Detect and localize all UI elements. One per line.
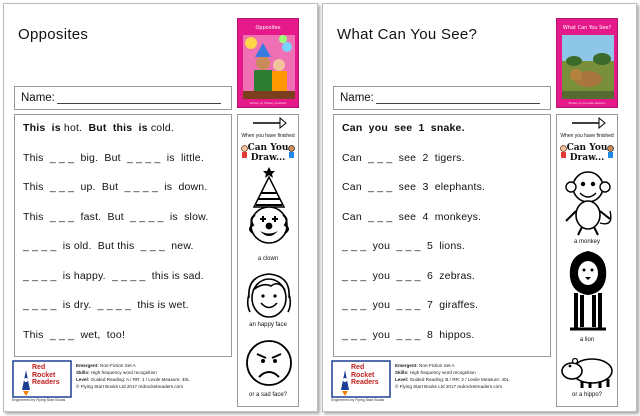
- sentence-box: [333, 114, 551, 357]
- book-info: [395, 362, 509, 390]
- caption-sad-face: or a sad face?: [248, 392, 288, 398]
- worksheet-opposites: [3, 3, 318, 412]
- emergent-value: Non-Fiction Set A: [100, 363, 136, 368]
- name-field[interactable]: [14, 86, 232, 110]
- sentence-5: _ _ _ you _ _ _ 5 lions.: [342, 240, 465, 252]
- sentence-1: Can you see 1 snake.: [342, 122, 465, 134]
- cover-title: What Can You See?: [562, 25, 612, 31]
- sentence-8: This _ _ _ wet, too!: [23, 329, 126, 341]
- arrow-icon: [570, 117, 606, 129]
- skills-label: Skills:: [76, 370, 90, 375]
- sentence-1-bold-this: This: [23, 122, 46, 134]
- sentence-3: This _ _ _ up. But _ _ _ _ is down.: [23, 181, 208, 193]
- footer: [12, 360, 232, 408]
- finished-text: When you have finished: [560, 133, 614, 139]
- book-cover: [237, 18, 299, 108]
- sentence-3: Can _ _ _ see 3 elephants.: [342, 181, 486, 193]
- finished-text: When you have finished: [241, 133, 295, 139]
- sentence-7: _ _ _ you _ _ _ 7 giraffes.: [342, 299, 479, 311]
- happy-face-picture: [241, 270, 297, 320]
- caption-monkey: a monkey: [573, 239, 600, 245]
- emergent-label: Emergent:: [395, 363, 418, 368]
- page-title: Opposites: [18, 26, 89, 43]
- monkey-picture: [560, 167, 616, 237]
- caption-hippo: or a hippo?: [571, 392, 603, 398]
- caption-lion: a lion: [579, 337, 595, 343]
- name-line[interactable]: [376, 103, 540, 104]
- arrow-icon: [251, 117, 287, 129]
- sentence-6: _ _ _ you _ _ _ 6 zebras.: [342, 270, 476, 282]
- name-label: Name:: [340, 92, 374, 104]
- hippo-picture: [560, 351, 616, 391]
- sentence-5: _ _ _ _ is old. But this _ _ _ new.: [23, 240, 194, 252]
- draw-panel: [556, 114, 618, 407]
- sentence-8: _ _ _ you _ _ _ 8 hippos.: [342, 329, 475, 341]
- page-title: What Can You See?: [337, 26, 478, 43]
- cover-author: Written by Amanda Jackson: [568, 101, 606, 105]
- sentence-2: This _ _ _ big. But _ _ _ _ is little.: [23, 152, 204, 164]
- skills-label: Skills:: [395, 370, 409, 375]
- caption-clown: a clown: [257, 256, 279, 262]
- book-info: [76, 362, 190, 390]
- sentence-4: Can _ _ _ see 4 monkeys.: [342, 211, 482, 223]
- can-you-draw-heading: Can You Draw...: [566, 143, 608, 163]
- skills-value: High frequency word recognition: [409, 370, 476, 375]
- copyright: © Flying Start Books Ltd 2017 redrocketreaders.com: [395, 384, 503, 389]
- skills-value: High frequency word recognition: [90, 370, 157, 375]
- sentence-4: This _ _ _ fast. But _ _ _ _ is slow.: [23, 211, 209, 223]
- name-label: Name:: [21, 92, 55, 104]
- footer: [331, 360, 551, 408]
- level-label: Level:: [76, 377, 90, 382]
- logo-text: Red Rocket Readers: [32, 364, 60, 386]
- level-value: Guided Reading: B / RR: 2 / Lexile Measure: 40L: [409, 377, 510, 382]
- logo-tagline: Engineered by Flying Start Books: [12, 398, 66, 402]
- emergent-value: Non-Fiction Set A: [419, 363, 455, 368]
- logo-text: Red Rocket Readers: [351, 364, 379, 386]
- cover-author: Written by Shelley Goddard: [249, 101, 287, 105]
- level-label: Level:: [395, 377, 409, 382]
- name-line[interactable]: [57, 103, 221, 104]
- clown-picture: [241, 165, 297, 253]
- name-field[interactable]: [333, 86, 551, 110]
- cover-title: Opposites: [255, 25, 281, 31]
- emergent-label: Emergent:: [76, 363, 99, 368]
- copyright: © Flying Start Books Ltd 2017 redrocketreaders.com: [76, 384, 184, 389]
- caption-happy-face: an happy face: [249, 322, 287, 328]
- level-value: Guided Reading: A / RR: 1 / Lexile Measure: 40L: [90, 377, 190, 382]
- sentence-box: [14, 114, 232, 357]
- worksheet-what-can-you-see: [322, 3, 637, 412]
- sad-face-picture: [241, 337, 297, 389]
- cover-illustration: [562, 35, 614, 99]
- sentence-1: This is hot. But this is cold.: [23, 122, 175, 134]
- sentence-6: _ _ _ _ is happy. _ _ _ _ this is sad.: [23, 270, 204, 282]
- lion-picture: [560, 249, 616, 333]
- can-you-draw-heading: Can You Draw...: [247, 143, 289, 163]
- book-cover: [556, 18, 618, 108]
- sentence-7: _ _ _ _ is dry. _ _ _ _ this is wet.: [23, 299, 189, 311]
- logo-tagline: Engineered by Flying Start Books: [331, 398, 385, 402]
- sentence-2: Can _ _ _ see 2 tigers.: [342, 152, 465, 164]
- draw-panel: [237, 114, 299, 407]
- cover-illustration: [243, 35, 295, 99]
